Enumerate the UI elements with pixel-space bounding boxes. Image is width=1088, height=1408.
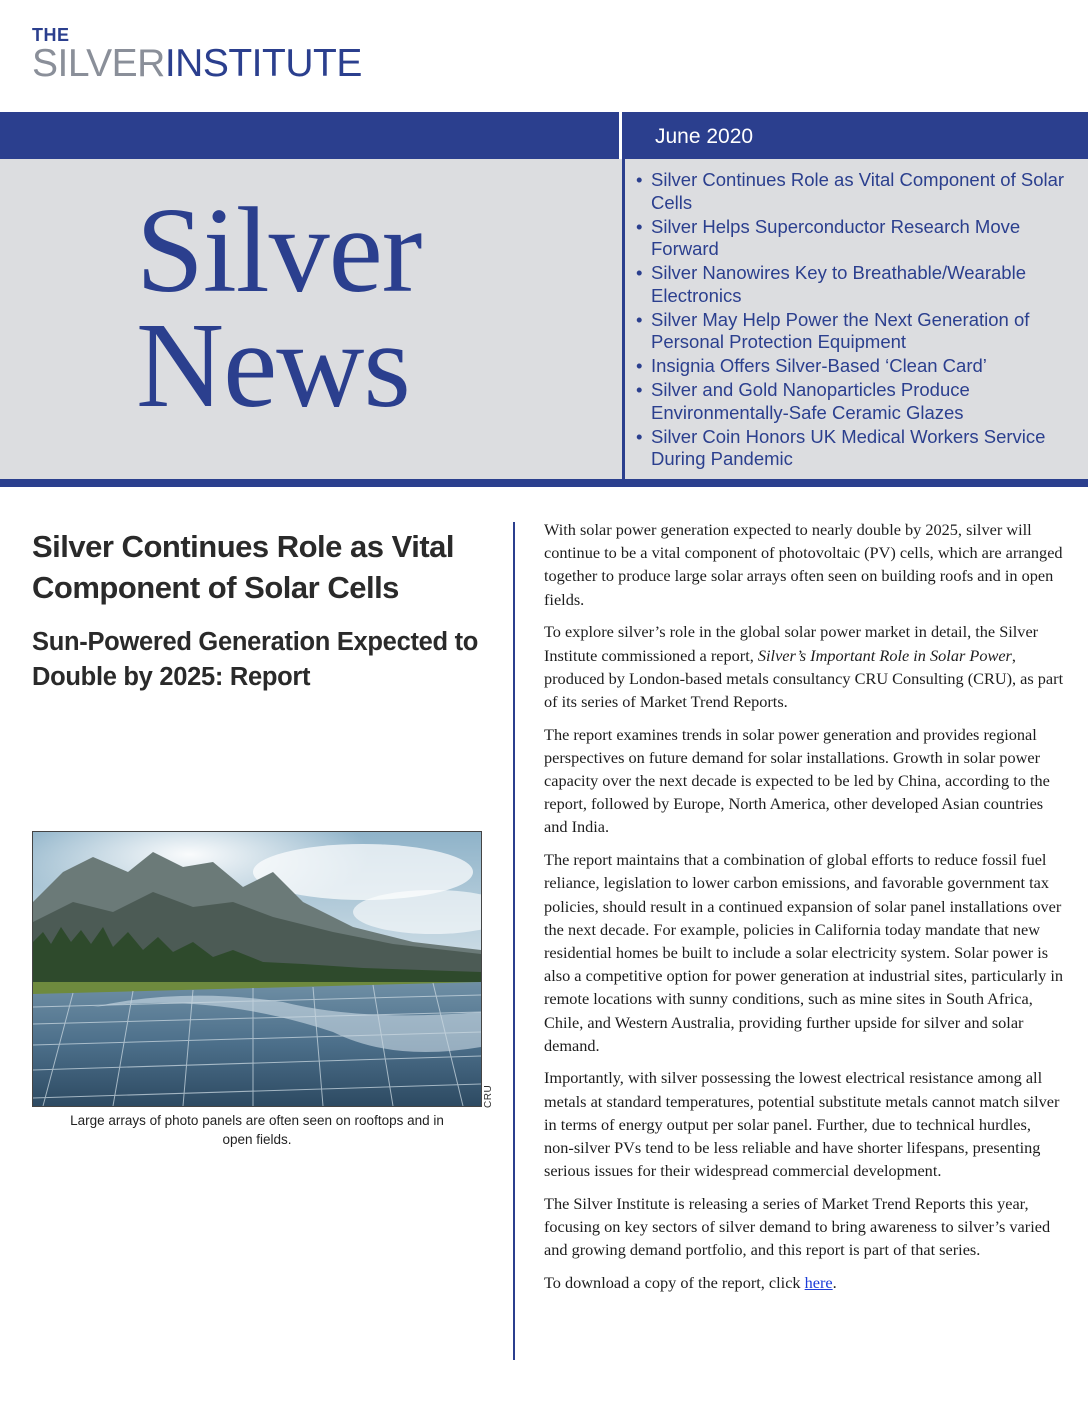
masthead-bottom-band xyxy=(0,479,1088,487)
report-title: Silver’s Important Role in Solar Power xyxy=(757,645,1012,665)
logo-institute: INSTITUTE xyxy=(164,42,362,85)
column-divider xyxy=(513,522,515,1360)
article-paragraph: To explore silver’s role in the global solar power market in detail, the Silver Institute commissioned a report, Silver’s Important Role in Solar Power, produced by London-based metals consultancy CRU Consulting (CRU), as part of its series of Market Trend Reports. xyxy=(544,622,1064,711)
article-body xyxy=(544,518,1064,1304)
masthead-divider-accent xyxy=(619,112,622,159)
photo-credit: CRU xyxy=(483,1084,494,1108)
toc-item[interactable]: • Silver and Gold Nanoparticles Produce Environmentally-Safe Ceramic Glazes xyxy=(634,379,1074,424)
toc-item[interactable]: • Silver Coin Honors UK Medical Workers Service During Pandemic xyxy=(634,426,1074,471)
article-paragraph: The report maintains that a combination of global efforts to reduce fossil fuel reliance, legislation to lower carbon emissions, and favorable government tax policies, should result in a continued expansion of solar panel installations over the next decade. For example, policies in California today mandate that new residential homes be built to include a solar electricity system. Solar power is also a competitive option for power generation at industrial sites, particularly in remote locations with sunny conditions, such as mine sites in South Africa, Chile, and Western Australia, providing further upside for silver and solar demand. xyxy=(544,850,1064,1055)
photo-caption: Large arrays of photo panels are often seen on rooftops and in open fields. xyxy=(70,1113,444,1147)
toc-item[interactable]: • Silver Helps Superconductor Research Move Forward xyxy=(634,216,1074,261)
article-subhead: Sun-Powered Generation Expected to Double by 2025: Report xyxy=(32,628,479,691)
logo-wordmark xyxy=(32,44,362,84)
toc-item[interactable]: • Silver Continues Role as Vital Component of Solar Cells xyxy=(634,169,1074,214)
masthead-divider xyxy=(622,112,625,479)
solar-panels-photo xyxy=(32,831,482,1107)
article-paragraph: Importantly, with silver possessing the lowest electrical resistance among all metals at standard temperatures, potential substitute metals cannot match silver in terms of energy output per solar panel. Further, due to technical hurdles, non-silver PVs tend to be less reliable and have shorter lifespans, presenting serious issues for their widespread commercial development. xyxy=(544,1068,1060,1181)
logo-silver: SILVER xyxy=(32,42,165,85)
article-paragraph: The Silver Institute is releasing a series of Market Trend Reports this year, focusing on key sectors of silver demand to bring awareness to silver’s varied and growing demand portfolio, and this report is part of that series. xyxy=(544,1193,1051,1260)
toc-item[interactable]: • Insignia Offers Silver-Based ‘Clean Card’ xyxy=(634,355,1074,378)
newsletter-title-news: News xyxy=(136,298,410,433)
issue-date: June 2020 xyxy=(655,125,754,148)
silver-institute-logo xyxy=(32,26,362,84)
article-paragraph: To download a copy of the report, click here. xyxy=(544,1273,837,1293)
masthead-top-band xyxy=(0,112,1088,159)
toc-item[interactable]: • Silver May Help Power the Next Generation of Personal Protection Equipment xyxy=(634,309,1074,354)
download-report-link[interactable]: here xyxy=(804,1273,833,1293)
article-paragraph: The report examines trends in solar power generation and provides regional perspectives on future demand for solar installations. Growth in solar power capacity over the next decade is expected to be led by China, according to the report, followed by Europe, North America, other developed Asian countries and India. xyxy=(544,724,1050,837)
toc-item[interactable]: • Silver Nanowires Key to Breathable/Wearable Electronics xyxy=(634,262,1074,307)
logo-the: THE xyxy=(32,25,70,45)
article-paragraph: With solar power generation expected to nearly double by 2025, silver will continue to be a vital component of photovoltaic (PV) cells, which are arranged together to produce large solar arrays often seen on building roofs and in open fields. xyxy=(544,520,1063,609)
table-of-contents xyxy=(634,169,1074,472)
article-headline: Silver Continues Role as Vital Component of Solar Cells xyxy=(32,529,455,605)
newsletter-title-silver: Silver xyxy=(136,183,422,318)
